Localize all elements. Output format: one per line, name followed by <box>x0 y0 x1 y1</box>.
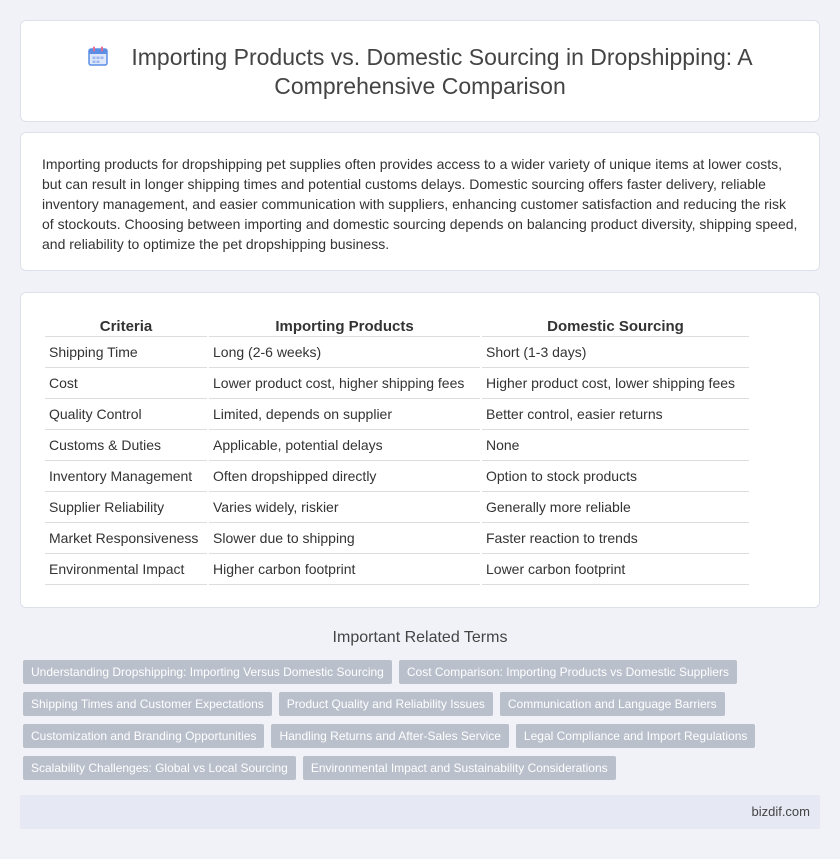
related-term-tag[interactable]: Legal Compliance and Import Regulations <box>516 724 755 748</box>
related-term-tag[interactable]: Cost Comparison: Importing Products vs Domestic Suppliers <box>399 660 737 684</box>
table-cell-importing: Varies widely, riskier <box>209 492 480 523</box>
table-cell-domestic: Higher product cost, lower shipping fees <box>482 368 749 399</box>
related-term-tag[interactable]: Product Quality and Reliability Issues <box>279 692 493 716</box>
table-header-criteria: Criteria <box>45 316 207 337</box>
related-term-tag[interactable]: Shipping Times and Customer Expectations <box>23 692 272 716</box>
table-cell-importing: Lower product cost, higher shipping fees <box>209 368 480 399</box>
table-row <box>45 337 749 368</box>
table-row <box>45 554 749 585</box>
table-cell-criteria: Cost <box>45 368 207 399</box>
table-row <box>45 523 749 554</box>
table-cell-importing: Limited, depends on supplier <box>209 399 480 430</box>
table-cell-importing: Long (2-6 weeks) <box>209 337 480 368</box>
table-cell-importing: Applicable, potential delays <box>209 430 480 461</box>
table-header-importing: Importing Products <box>209 316 480 337</box>
table-cell-criteria: Quality Control <box>45 399 207 430</box>
page-title: Importing Products vs. Domestic Sourcing in Dropshipping: A Comprehensive Comparison <box>131 44 753 99</box>
related-terms-tags <box>23 660 803 788</box>
table-cell-criteria: Shipping Time <box>45 337 207 368</box>
table-cell-domestic: Generally more reliable <box>482 492 749 523</box>
table-row <box>45 492 749 523</box>
table-cell-criteria: Customs & Duties <box>45 430 207 461</box>
tag-row <box>23 692 803 716</box>
calendar-icon <box>87 45 109 67</box>
table-cell-criteria: Environmental Impact <box>45 554 207 585</box>
table-cell-importing: Higher carbon footprint <box>209 554 480 585</box>
table-cell-criteria: Supplier Reliability <box>45 492 207 523</box>
comparison-table-card <box>20 292 820 608</box>
related-term-tag[interactable]: Environmental Impact and Sustainability Considerations <box>303 756 616 780</box>
tag-row <box>23 756 803 780</box>
footer-site-link[interactable]: bizdif.com <box>751 804 810 819</box>
table-cell-domestic: Better control, easier returns <box>482 399 749 430</box>
footer <box>20 795 820 829</box>
table-cell-domestic: Short (1-3 days) <box>482 337 749 368</box>
tag-row <box>23 660 803 684</box>
table-cell-domestic: Faster reaction to trends <box>482 523 749 554</box>
table-cell-domestic: Lower carbon footprint <box>482 554 749 585</box>
comparison-table <box>43 316 751 585</box>
intro-card <box>20 132 820 271</box>
table-header-row <box>45 316 749 337</box>
intro-paragraph: Importing products for dropshipping pet supplies often provides access to a wider variety of unique items at lower costs, but can result in longer shipping times and potential customs delays. Domestic sourcing offers faster delivery, reliable inventory management, and easier communication with suppliers, enhancing customer satisfaction and reducing the risk of stockouts. Choosing between importing and domestic sourcing depends on balancing product diversity, shipping speed, and reliability to optimize the pet dropshipping business. <box>42 156 798 252</box>
table-cell-importing: Often dropshipped directly <box>209 461 480 492</box>
related-term-tag[interactable]: Communication and Language Barriers <box>500 692 725 716</box>
table-cell-importing: Slower due to shipping <box>209 523 480 554</box>
table-row <box>45 430 749 461</box>
related-term-tag[interactable]: Handling Returns and After-Sales Service <box>271 724 508 748</box>
table-cell-domestic: None <box>482 430 749 461</box>
page-title-container <box>21 43 819 101</box>
table-row <box>45 461 749 492</box>
related-term-tag[interactable]: Understanding Dropshipping: Importing Versus Domestic Sourcing <box>23 660 392 684</box>
table-cell-criteria: Market Responsiveness <box>45 523 207 554</box>
table-cell-criteria: Inventory Management <box>45 461 207 492</box>
related-term-tag[interactable]: Customization and Branding Opportunities <box>23 724 264 748</box>
table-cell-domestic: Option to stock products <box>482 461 749 492</box>
table-row <box>45 368 749 399</box>
table-row <box>45 399 749 430</box>
related-term-tag[interactable]: Scalability Challenges: Global vs Local Sourcing <box>23 756 296 780</box>
related-terms-title: Important Related Terms <box>332 629 508 646</box>
title-card <box>20 20 820 122</box>
tag-row <box>23 724 803 748</box>
table-header-domestic: Domestic Sourcing <box>482 316 749 337</box>
